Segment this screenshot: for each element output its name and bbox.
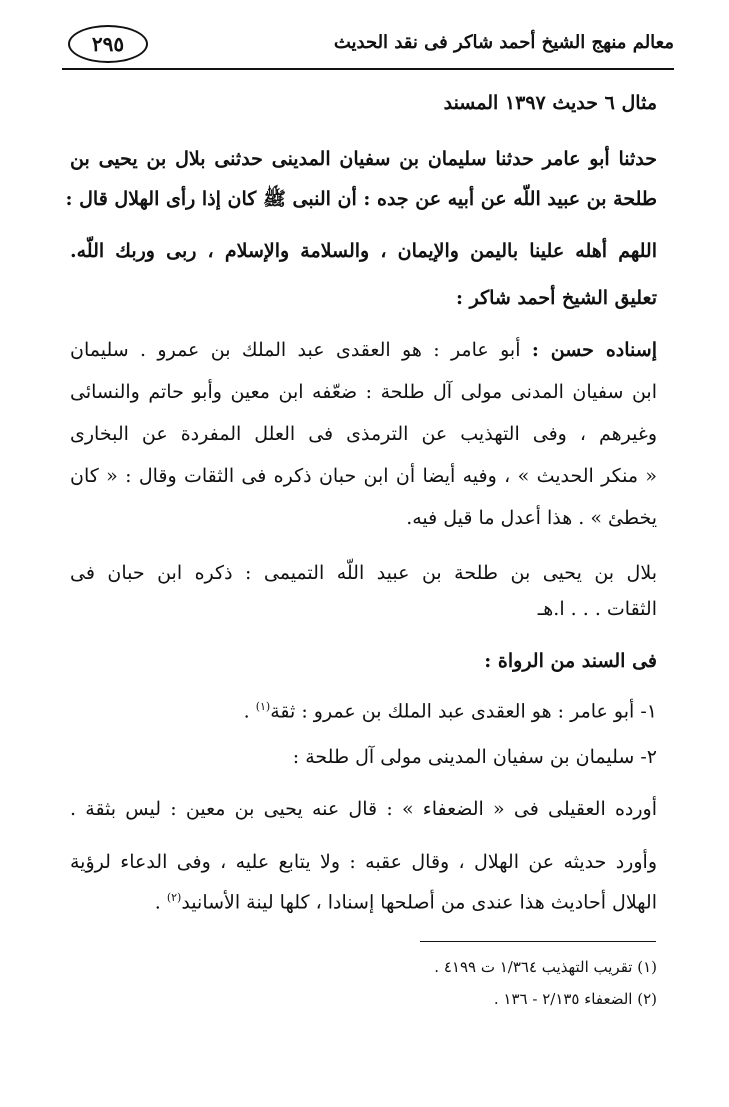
hadith-line-1: حدثنا أبو عامر حدثنا سليمان بن سفيان المدينى حدثنى بلال بن يحيى بن [70,148,657,170]
narrator-2: ٢- سليمان بن سفيان المدينى مولى آل طلحة : [292,746,657,768]
footnote-divider [420,941,656,942]
footnote-ref-1: (١) [255,700,271,713]
narrators-heading: فى السند من الرواة : [484,650,657,672]
uqayli-line: أورده العقيلى فى « الضعفاء » : قال عنه يحيى بن معين : ليس بثقة . [70,798,657,820]
hadith-line-3: اللهم أهله علينا باليمن والإيمان ، والسلامة والإسلام ، ربى وربك اللّه. [70,240,657,262]
narrator-1-text: ١- أبو عامر : هو العقدى عبد الملك بن عمرو : ثقة [270,700,657,723]
comment-lead: إسناده حسن : [531,339,657,361]
comment-line-2: ابن سفيان المدنى مولى آل طلحة : ضعّفه ابن معين وأبو حاتم والنسائى [70,381,657,403]
footnote-ref-2: (٢) [166,891,182,904]
comment-line-3: وغيرهم ، وفى التهذيب عن الترمذى فى العلل المفردة عن البخارى [70,423,657,445]
footnote-1: (١) تقريب التهذيب ١/٣٦٤ ت ٤١٩٩ . [434,958,657,976]
running-title: معالم منهج الشيخ أحمد شاكر فى نقد الحديث [333,32,674,53]
hadith-line-2: طلحة بن عبيد اللّه عن أبيه عن جده : أن النبى ﷺ كان إذا رأى الهلال قال : [65,188,657,210]
example-heading: مثال ٦ حديث ١٣٩٧ المسند [443,92,657,114]
bilal-line-2: الثقات . . . ا.هـ [537,598,657,620]
hilal-line-1: وأورد حديثه عن الهلال ، وقال عقبه : ولا يتابع عليه ، وفى الدعاء لرؤية [70,851,657,873]
footnote-2: (٢) الضعفاء ٢/١٣٥ - ١٣٦ . [493,990,657,1008]
hilal-line-2-end: . [154,891,167,914]
page-header [62,22,674,70]
comment-line-4: « منكر الحديث » ، وفيه أيضا أن ابن حبان ذكره فى الثقات وقال : « كان [70,465,657,487]
narrator-1 [244,700,657,722]
comment-line-5: يخطئ » . هذا أعدل ما قيل فيه. [406,507,657,529]
hilal-line-2-text: الهلال أحاديث هذا عندى من أصلحها إسنادا ، كلها لينة الأسانيد [181,891,657,914]
comment-line-1-rest: أبو عامر : هو العقدى عبد الملك بن عمرو . سليمان [70,339,532,361]
hilal-line-2 [155,891,657,913]
page-number: ٢٩٥ [68,25,148,63]
bilal-line-1: بلال بن يحيى بن طلحة بن عبيد اللّه التميمى : ذكره ابن حبان فى [70,562,657,584]
comment-line-1 [70,339,657,361]
narrator-1-end: . [243,700,256,723]
comment-heading: تعليق الشيخ أحمد شاكر : [455,287,657,309]
